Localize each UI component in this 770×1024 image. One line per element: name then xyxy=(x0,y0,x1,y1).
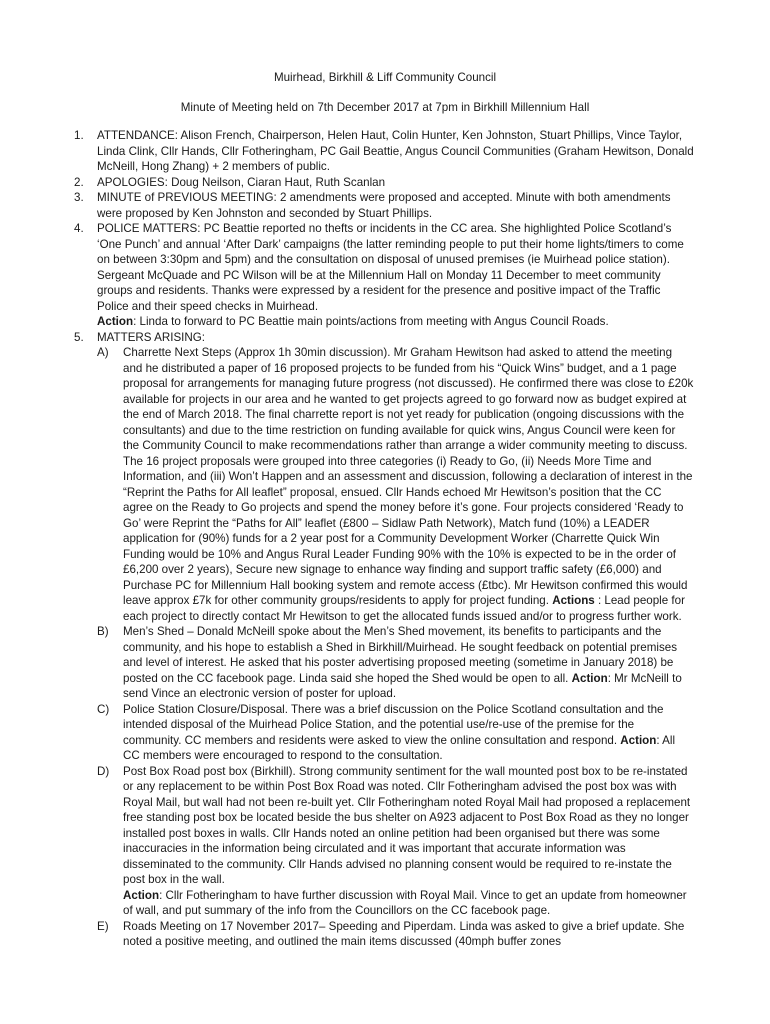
sub-list-item xyxy=(74,919,694,950)
list-item xyxy=(74,330,694,346)
sub-item-letter: A) xyxy=(97,346,109,359)
action-text: : Lead people for each project to directly contact Mr Hewitson to get the allocated funds issued and/or to progress further work. xyxy=(123,594,685,623)
action-label: Action xyxy=(97,315,134,328)
action-text: : All CC members were encouraged to respond to the consultation. xyxy=(123,733,676,762)
action-text: : Cllr Fotheringham to have further discussion with Royal Mail. Vince to get an update from homeowner of wall, and put summary of the info from the Councillors on the CC facebook page. xyxy=(123,888,687,917)
sub-item-letter: E) xyxy=(97,919,109,933)
item-text: MINUTE of PREVIOUS MEETING: 2 amendments were proposed and accepted. Minute with both amendments were proposed by Ken Johnston and seconded by Stuart Phillips. xyxy=(97,191,671,220)
item-number: 3. xyxy=(74,191,84,204)
sub-list-item xyxy=(74,702,694,764)
sub-item-letter: D) xyxy=(97,764,110,778)
sub-item-text: Charrette Next Steps (Approx 1h 30min discussion). Mr Graham Hewitson had asked to attend the meeting and he distributed a paper of 16 proposed projects to be funded from his “Quick Wins” budget, and a 1 page proposal for arrangements for managing future progress (not discussed). He confirmed there was close to £20k available for projects in our area and he wanted to get projects agreed to go forward now as budget expired at the end of March 2018. The final charrette report is not yet ready for publication (ongoing discussions with the consultants) and due to the time restriction on funding available for quick wins, Angus Council were keen for the Community Council to make recommendations rather than arrange a wider community meeting to discuss. The 16 project proposals were grouped into three categories (i) Ready to Go, (ii) Needs More Time and Information, and (iii) Won’t Happen and an assessment and discussion, following a declaration of interest in the “Reprint the Paths for All leaflet” proposal, ensued. Cllr Hands echoed Mr Hewitson’s position that the CC agree on the Ready to Go projects and spend the money before it’s gone. Four projects considered ‘Ready to Go’ were Reprint the “Paths for All” leaflet (£800 – Sidlaw Path Network), Match fund (10%) a LEADER application for (90%) funds for a 2 year post for a Community Development Worker (Charrette Quick Win Funding would be 10% and Angus Rural Leader Funding 90% with the 10% is expected to be in the order of £6,200 over 2 years), Secure new signage to enhance way finding and support traffic safety (£6,000) and Purchase PC for Millennium Hall booking system and remote access (£tbc). Mr Hewitson confirmed this would leave approx £7k for other community groups/residents to apply for project funding. xyxy=(123,346,694,607)
document-subtitle: Minute of Meeting held on 7th December 2017 at 7pm in Birkhill Millennium Hall xyxy=(180,101,590,114)
item-text: MATTERS ARISING: xyxy=(97,330,206,344)
sub-list-item xyxy=(74,345,694,624)
sub-item-text: Post Box Road post box (Birkhill). Strong community sentiment for the wall mounted post box to be re-instated or any replacement to be within Post Box Road was noted. Cllr Fotheringham advised the post box was with Royal Mail, but wall had not been re-built yet. Cllr Fotheringham noted Royal Mail had proposed a replacement free standing post box be located beside the bus shelter on A923 adjacent to Post Box Road as they no longer installed post boxes in walls. Cllr Hands noted an online petition had been organised but there was some inaccuracies in the information being circulated and it was important that accurate information was disseminated to the community. Cllr Hands advised no planning consent would be required to re-instate the post box in the wall. xyxy=(123,764,691,886)
list-item xyxy=(74,190,694,221)
item-number: 4. xyxy=(74,222,84,235)
sub-list-item xyxy=(74,624,694,702)
sub-item-letter: B) xyxy=(97,625,109,638)
sub-item-letter: C) xyxy=(97,702,110,716)
action-label: Action xyxy=(571,671,608,685)
item-text: ATTENDANCE: Alison French, Chairperson, Helen Haut, Colin Hunter, Ken Johnston, Stuart Phillips, Vince Taylor, Linda Clink, Cllr Hands, Cllr Fotheringham, PC Gail Beattie, Angus Council Communities (Graham Hewitson, Donald McNeill, Hong Zhang) + 2 members of public. xyxy=(97,129,694,173)
item-number: 1. xyxy=(74,129,84,142)
sub-item-text: Police Station Closure/Disposal. There was a brief discussion on the Police Scotland consultation and the intended disposal of the Muirhead Police Station, and the potential use/re-use of the premise for the community. CC members and residents were asked to view the online consultation and respond. xyxy=(123,702,664,747)
list-item xyxy=(74,128,694,175)
action-label: Action xyxy=(123,888,160,902)
list-item xyxy=(74,221,694,330)
sub-item-text: Roads Meeting on 17 November 2017– Speeding and Piperdam. Linda was asked to give a brief update. She noted a positive meeting, and outlined the main items discussed (40mph buffer zones xyxy=(123,919,685,948)
action-text: : Mr McNeill to send Vince an electronic version of poster for upload. xyxy=(123,671,682,700)
item-text: APOLOGIES: Doug Neilson, Ciaran Haut, Ruth Scanlan xyxy=(97,175,386,189)
item-number: 2. xyxy=(74,175,84,189)
sub-item-text: Men’s Shed – Donald McNeill spoke about the Men’s Shed movement, its benefits to participants and the community, and his hope to establish a Shed in Birkhill/Muirhead. He sought feedback on potential premises and level of interest. He asked that his poster advertising proposed meeting (sometime in January 2018) be posted on the CC facebook page. Linda said she hoped the Shed would be open to all. xyxy=(123,625,678,685)
action-label: Action xyxy=(620,733,657,747)
action-label: Actions xyxy=(552,594,595,607)
item-number: 5. xyxy=(74,330,84,344)
minutes-list xyxy=(74,128,694,950)
document-title: Muirhead, Birkhill & Liff Community Council xyxy=(273,71,497,84)
list-item xyxy=(74,175,694,191)
item-text: POLICE MATTERS: PC Beattie reported no thefts or incidents in the CC area. She highlighted Police Scotland’s ‘One Punch’ and annual ‘After Dark’ campaigns (the latter reminding people to put their home lights/timers to come on between 3:30pm and 5pm) and the consultation on disposal of unused premises (ie Muirhead police station). Sergeant McQuade and PC Wilson will be at the Millennium Hall on Monday 11 December to meet community groups and residents. Thanks were expressed by a resident for the presence and positive impact of the Traffic Police and their speed checks in Muirhead. xyxy=(97,222,684,313)
sub-list-item xyxy=(74,764,694,919)
action-text: : Linda to forward to PC Beattie main points/actions from meeting with Angus Council Roads. xyxy=(133,315,609,328)
